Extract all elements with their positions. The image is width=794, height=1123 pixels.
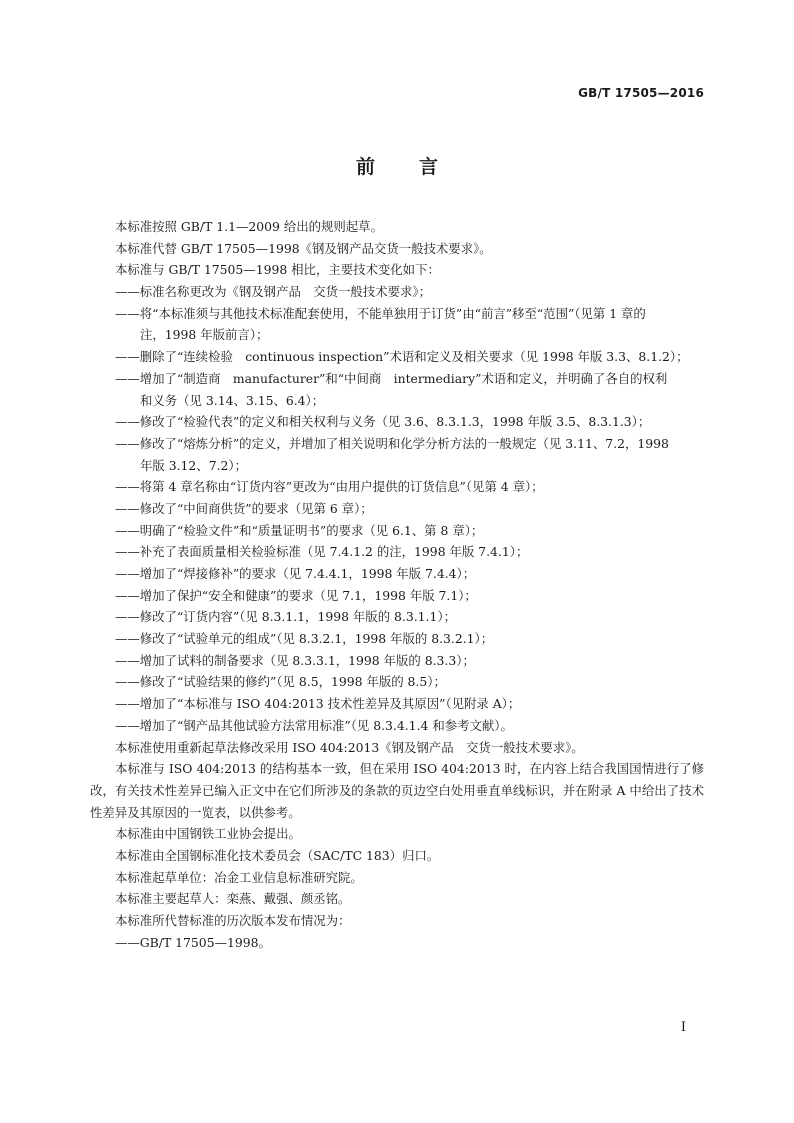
- list-item-continuation: 年版 3.12、7.2）；: [140, 457, 247, 473]
- paragraph-drafting-rules: 本标准按照 GB/T 1.1—2009 给出的规则起草。: [115, 219, 383, 234]
- list-item: ——修改了“熔炼分析”的定义，并增加了相关说明和化学分析方法的一般规定（见 3.11、7.2，1998: [115, 435, 669, 451]
- list-item: ——明确了“检验文件”和“质量证明书”的要求（见 6.1、第 8 章）；: [115, 522, 484, 538]
- list-item: ——增加了“本标准与 ISO 404:2013 技术性差异及其原因”（见附录 A）；: [115, 696, 521, 712]
- list-item: ——修改了“订货内容”（见 8.3.1.1，1998 年版的 8.3.1.1）；: [115, 609, 456, 625]
- list-item: ——删除了“连续检验 continuous inspection”术语和定义及相关要求（见 1998 年版 3.3、8.1.2）；: [115, 349, 689, 365]
- page-title: 前言: [355, 156, 482, 178]
- list-item: ——标准名称更改为《钢及钢产品 交货一般技术要求》；: [115, 284, 431, 300]
- list-item: ——修改了“试验结果的修约”（见 8.5，1998 年版的 8.5）；: [115, 674, 446, 690]
- list-item: ——修改了“试验单元的组成”（见 8.3.2.1，1998 年版的 8.3.2.1）；: [115, 631, 494, 647]
- list-item-continuation: 和义务（见 3.14、3.15、6.4）；: [140, 392, 325, 408]
- document-code: GB/T 17505—2016: [578, 86, 704, 100]
- list-item: ——增加了“钢产品其他试验方法常用标准”（见 8.3.4.1.4 和参考文献）。: [115, 717, 513, 733]
- list-item: ——将第 4 章名称由“订货内容”更改为“由用户提供的订货信息”（见第 4 章）；: [115, 479, 544, 495]
- list-item: ——修改了“中间商供货”的要求（见第 6 章）；: [115, 500, 373, 516]
- list-item: ——修改了“检验代表”的定义和相关权利与义务（见 3.6、8.3.1.3，1998 年版 3.5、8.3.1.3）；: [115, 414, 651, 430]
- list-item-history: ——GB/T 17505—1998。: [115, 934, 271, 950]
- paragraph-drafters: 本标准主要起草人：栾燕、戴强、颜丞铭。: [115, 891, 351, 907]
- page-number: I: [680, 1020, 686, 1035]
- list-item: ——增加了“制造商 manufacturer”和“中间商 intermediary”术语和定义，并明确了各自的权利: [115, 370, 668, 386]
- paragraph-centralized-by: 本标准由全国钢标准化技术委员会（SAC/TC 183）归口。: [115, 847, 440, 863]
- paragraph-changes-intro: 本标准与 GB/T 17505—1998 相比，主要技术变化如下：: [115, 262, 440, 278]
- paragraph-replaces: 本标准代替 GB/T 17505—1998《钢及钢产品交货一般技术要求》。: [115, 240, 492, 256]
- list-item: ——将“本标准须与其他技术标准配套使用，不能单独用于订货”由“前言”移至“范围”（见第 1 章的: [115, 305, 646, 321]
- paragraph-drafting-unit: 本标准起草单位：冶金工业信息标准研究院。: [115, 869, 363, 885]
- paragraph-adoption-method: 本标准使用重新起草法修改采用 ISO 404:2013《钢及钢产品 交货一般技术要求》。: [115, 739, 584, 755]
- list-item: ——增加了“焊接修补”的要求（见 7.4.4.1，1998 年版 7.4.4）；: [115, 566, 476, 581]
- paragraph-structure-note: [90, 758, 704, 823]
- list-item-continuation: 注，1998 年版前言）；: [140, 327, 269, 343]
- paragraph-structure-text: 本标准与 ISO 404:2013 的结构基本一致，但在采用 ISO 404:2013 时，在内容上结合我国国情进行了修改，有关技术性差异已编入正文中在它们所涉及的条款的页边空白处用垂直单线标识，并在附录 A 中给出了技术性差异及其原因的一览表，以供参考。: [90, 761, 704, 820]
- foreword-body: [90, 216, 704, 953]
- paragraph-proposed-by: 本标准由中国钢铁工业协会提出。: [115, 826, 301, 842]
- list-item: ——增加了保护“安全和健康”的要求（见 7.1，1998 年版 7.1）；: [115, 587, 477, 603]
- list-item: ——增加了试料的制备要求（见 8.3.3.1，1998 年版的 8.3.3）；: [115, 652, 475, 668]
- paragraph-history-intro: 本标准所代替标准的历次版本发布情况为：: [115, 913, 351, 929]
- list-item: ——补充了表面质量相关检验标准（见 7.4.1.2 的注，1998 年版 7.4.1）；: [115, 544, 529, 560]
